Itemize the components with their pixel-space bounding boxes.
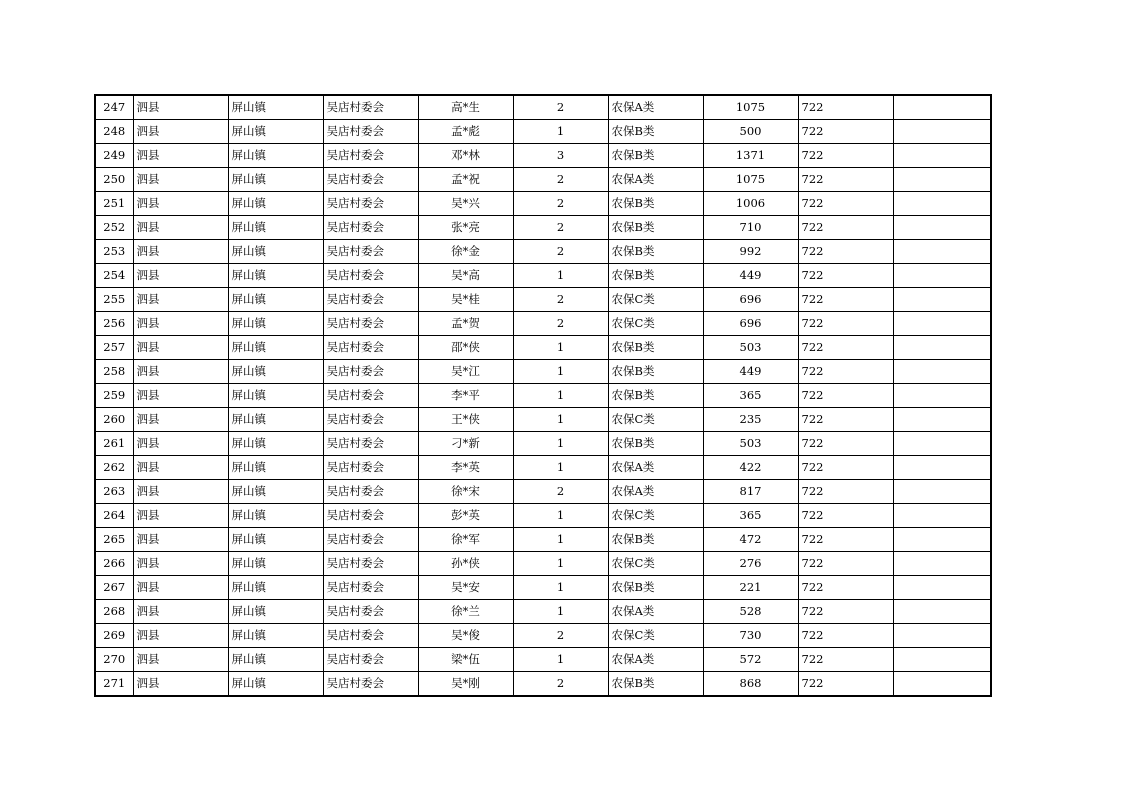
cell-row-number: 266 <box>95 552 133 576</box>
cell-amount: 528 <box>703 600 798 624</box>
cell-code: 722 <box>798 456 893 480</box>
cell-note <box>893 240 991 264</box>
cell-person-name: 李*英 <box>418 456 513 480</box>
cell-village: 吴店村委会 <box>323 480 418 504</box>
cell-town: 屏山镇 <box>228 504 323 528</box>
cell-amount: 1371 <box>703 144 798 168</box>
cell-person-name: 梁*伍 <box>418 648 513 672</box>
table-row <box>95 264 991 288</box>
cell-note <box>893 360 991 384</box>
cell-town: 屏山镇 <box>228 312 323 336</box>
cell-household-count: 1 <box>513 408 608 432</box>
cell-village: 吴店村委会 <box>323 384 418 408</box>
cell-amount: 503 <box>703 432 798 456</box>
cell-county: 泗县 <box>133 360 228 384</box>
cell-household-count: 2 <box>513 216 608 240</box>
cell-insurance-category: 农保C类 <box>608 504 703 528</box>
cell-person-name: 孙*侠 <box>418 552 513 576</box>
table-row <box>95 408 991 432</box>
cell-household-count: 1 <box>513 576 608 600</box>
cell-code: 722 <box>798 600 893 624</box>
cell-village: 吴店村委会 <box>323 600 418 624</box>
cell-code: 722 <box>798 192 893 216</box>
cell-insurance-category: 农保A类 <box>608 168 703 192</box>
cell-county: 泗县 <box>133 384 228 408</box>
cell-row-number: 256 <box>95 312 133 336</box>
cell-amount: 992 <box>703 240 798 264</box>
cell-village: 吴店村委会 <box>323 624 418 648</box>
cell-village: 吴店村委会 <box>323 648 418 672</box>
cell-household-count: 2 <box>513 624 608 648</box>
cell-person-name: 彭*英 <box>418 504 513 528</box>
table-row <box>95 336 991 360</box>
cell-amount: 1006 <box>703 192 798 216</box>
cell-town: 屏山镇 <box>228 120 323 144</box>
cell-row-number: 247 <box>95 95 133 120</box>
cell-person-name: 刁*新 <box>418 432 513 456</box>
cell-code: 722 <box>798 384 893 408</box>
cell-insurance-category: 农保B类 <box>608 384 703 408</box>
cell-code: 722 <box>798 168 893 192</box>
cell-county: 泗县 <box>133 168 228 192</box>
cell-town: 屏山镇 <box>228 168 323 192</box>
cell-household-count: 1 <box>513 504 608 528</box>
cell-town: 屏山镇 <box>228 360 323 384</box>
cell-county: 泗县 <box>133 216 228 240</box>
cell-code: 722 <box>798 672 893 697</box>
cell-code: 722 <box>798 240 893 264</box>
cell-household-count: 1 <box>513 336 608 360</box>
cell-insurance-category: 农保A类 <box>608 648 703 672</box>
cell-row-number: 268 <box>95 600 133 624</box>
cell-household-count: 1 <box>513 648 608 672</box>
cell-county: 泗县 <box>133 480 228 504</box>
cell-household-count: 2 <box>513 672 608 697</box>
cell-household-count: 2 <box>513 288 608 312</box>
cell-row-number: 271 <box>95 672 133 697</box>
cell-row-number: 258 <box>95 360 133 384</box>
cell-row-number: 262 <box>95 456 133 480</box>
cell-row-number: 255 <box>95 288 133 312</box>
cell-note <box>893 312 991 336</box>
cell-town: 屏山镇 <box>228 552 323 576</box>
cell-insurance-category: 农保B类 <box>608 120 703 144</box>
cell-code: 722 <box>798 312 893 336</box>
cell-household-count: 1 <box>513 384 608 408</box>
cell-note <box>893 192 991 216</box>
cell-note <box>893 528 991 552</box>
cell-amount: 696 <box>703 288 798 312</box>
cell-person-name: 吴*兴 <box>418 192 513 216</box>
cell-code: 722 <box>798 432 893 456</box>
cell-county: 泗县 <box>133 95 228 120</box>
cell-note <box>893 624 991 648</box>
cell-note <box>893 288 991 312</box>
cell-county: 泗县 <box>133 672 228 697</box>
cell-code: 722 <box>798 528 893 552</box>
cell-person-name: 吴*高 <box>418 264 513 288</box>
cell-household-count: 2 <box>513 240 608 264</box>
cell-person-name: 李*平 <box>418 384 513 408</box>
cell-note <box>893 576 991 600</box>
cell-note <box>893 264 991 288</box>
table-row <box>95 144 991 168</box>
cell-code: 722 <box>798 480 893 504</box>
cell-village: 吴店村委会 <box>323 120 418 144</box>
cell-note <box>893 552 991 576</box>
table-row <box>95 648 991 672</box>
cell-insurance-category: 农保C类 <box>608 624 703 648</box>
cell-insurance-category: 农保A类 <box>608 95 703 120</box>
cell-town: 屏山镇 <box>228 264 323 288</box>
cell-town: 屏山镇 <box>228 288 323 312</box>
table-row <box>95 624 991 648</box>
cell-insurance-category: 农保B类 <box>608 264 703 288</box>
cell-code: 722 <box>798 360 893 384</box>
cell-code: 722 <box>798 408 893 432</box>
cell-row-number: 254 <box>95 264 133 288</box>
cell-household-count: 1 <box>513 120 608 144</box>
cell-insurance-category: 农保B类 <box>608 432 703 456</box>
cell-note <box>893 648 991 672</box>
cell-town: 屏山镇 <box>228 600 323 624</box>
cell-insurance-category: 农保B类 <box>608 216 703 240</box>
cell-amount: 472 <box>703 528 798 552</box>
cell-amount: 572 <box>703 648 798 672</box>
cell-amount: 1075 <box>703 168 798 192</box>
cell-county: 泗县 <box>133 192 228 216</box>
cell-note <box>893 456 991 480</box>
cell-note <box>893 432 991 456</box>
cell-county: 泗县 <box>133 528 228 552</box>
cell-household-count: 1 <box>513 432 608 456</box>
cell-village: 吴店村委会 <box>323 144 418 168</box>
cell-household-count: 2 <box>513 95 608 120</box>
cell-amount: 422 <box>703 456 798 480</box>
table-body <box>95 95 991 696</box>
cell-village: 吴店村委会 <box>323 312 418 336</box>
cell-household-count: 2 <box>513 480 608 504</box>
cell-county: 泗县 <box>133 144 228 168</box>
cell-amount: 449 <box>703 264 798 288</box>
cell-household-count: 2 <box>513 312 608 336</box>
cell-row-number: 252 <box>95 216 133 240</box>
table-row <box>95 288 991 312</box>
cell-village: 吴店村委会 <box>323 504 418 528</box>
cell-row-number: 269 <box>95 624 133 648</box>
table-row <box>95 672 991 697</box>
cell-person-name: 张*亮 <box>418 216 513 240</box>
cell-row-number: 264 <box>95 504 133 528</box>
cell-county: 泗县 <box>133 408 228 432</box>
cell-note <box>893 95 991 120</box>
cell-code: 722 <box>798 504 893 528</box>
cell-code: 722 <box>798 120 893 144</box>
cell-town: 屏山镇 <box>228 432 323 456</box>
cell-code: 722 <box>798 216 893 240</box>
cell-town: 屏山镇 <box>228 456 323 480</box>
cell-person-name: 吴*桂 <box>418 288 513 312</box>
cell-amount: 710 <box>703 216 798 240</box>
cell-village: 吴店村委会 <box>323 95 418 120</box>
cell-amount: 276 <box>703 552 798 576</box>
cell-household-count: 1 <box>513 528 608 552</box>
cell-county: 泗县 <box>133 624 228 648</box>
cell-village: 吴店村委会 <box>323 192 418 216</box>
cell-village: 吴店村委会 <box>323 336 418 360</box>
cell-village: 吴店村委会 <box>323 672 418 697</box>
cell-note <box>893 672 991 697</box>
cell-row-number: 265 <box>95 528 133 552</box>
cell-county: 泗县 <box>133 648 228 672</box>
cell-household-count: 1 <box>513 600 608 624</box>
cell-person-name: 高*生 <box>418 95 513 120</box>
cell-person-name: 吴*刚 <box>418 672 513 697</box>
cell-village: 吴店村委会 <box>323 240 418 264</box>
cell-household-count: 2 <box>513 192 608 216</box>
cell-code: 722 <box>798 624 893 648</box>
table-row <box>95 192 991 216</box>
cell-town: 屏山镇 <box>228 408 323 432</box>
cell-village: 吴店村委会 <box>323 168 418 192</box>
table-row <box>95 95 991 120</box>
cell-code: 722 <box>798 288 893 312</box>
cell-insurance-category: 农保B类 <box>608 240 703 264</box>
cell-person-name: 徐*金 <box>418 240 513 264</box>
cell-amount: 817 <box>703 480 798 504</box>
cell-village: 吴店村委会 <box>323 216 418 240</box>
beneficiary-table <box>94 94 992 697</box>
cell-insurance-category: 农保B类 <box>608 528 703 552</box>
cell-county: 泗县 <box>133 312 228 336</box>
table-row <box>95 240 991 264</box>
cell-town: 屏山镇 <box>228 648 323 672</box>
cell-insurance-category: 农保A类 <box>608 456 703 480</box>
cell-county: 泗县 <box>133 504 228 528</box>
cell-county: 泗县 <box>133 240 228 264</box>
cell-insurance-category: 农保B类 <box>608 576 703 600</box>
cell-row-number: 267 <box>95 576 133 600</box>
cell-insurance-category: 农保B类 <box>608 672 703 697</box>
cell-person-name: 邓*林 <box>418 144 513 168</box>
cell-code: 722 <box>798 648 893 672</box>
cell-person-name: 吴*俊 <box>418 624 513 648</box>
cell-note <box>893 216 991 240</box>
cell-insurance-category: 农保B类 <box>608 336 703 360</box>
cell-code: 722 <box>798 552 893 576</box>
cell-village: 吴店村委会 <box>323 288 418 312</box>
cell-household-count: 1 <box>513 456 608 480</box>
table-row <box>95 168 991 192</box>
cell-amount: 221 <box>703 576 798 600</box>
cell-village: 吴店村委会 <box>323 264 418 288</box>
cell-note <box>893 408 991 432</box>
cell-code: 722 <box>798 144 893 168</box>
cell-insurance-category: 农保A类 <box>608 600 703 624</box>
cell-code: 722 <box>798 336 893 360</box>
cell-row-number: 260 <box>95 408 133 432</box>
cell-amount: 365 <box>703 384 798 408</box>
cell-county: 泗县 <box>133 552 228 576</box>
table-row <box>95 456 991 480</box>
cell-town: 屏山镇 <box>228 192 323 216</box>
cell-insurance-category: 农保C类 <box>608 288 703 312</box>
cell-insurance-category: 农保C类 <box>608 552 703 576</box>
cell-household-count: 1 <box>513 264 608 288</box>
cell-amount: 235 <box>703 408 798 432</box>
table-row <box>95 504 991 528</box>
cell-county: 泗县 <box>133 600 228 624</box>
cell-household-count: 3 <box>513 144 608 168</box>
cell-amount: 365 <box>703 504 798 528</box>
cell-village: 吴店村委会 <box>323 552 418 576</box>
cell-village: 吴店村委会 <box>323 360 418 384</box>
cell-person-name: 孟*贺 <box>418 312 513 336</box>
cell-town: 屏山镇 <box>228 216 323 240</box>
cell-person-name: 徐*宋 <box>418 480 513 504</box>
cell-town: 屏山镇 <box>228 576 323 600</box>
cell-county: 泗县 <box>133 432 228 456</box>
cell-note <box>893 600 991 624</box>
cell-county: 泗县 <box>133 456 228 480</box>
table-row <box>95 480 991 504</box>
cell-note <box>893 504 991 528</box>
table-row <box>95 576 991 600</box>
cell-row-number: 259 <box>95 384 133 408</box>
cell-household-count: 2 <box>513 168 608 192</box>
cell-insurance-category: 农保C类 <box>608 408 703 432</box>
table-row <box>95 432 991 456</box>
cell-village: 吴店村委会 <box>323 408 418 432</box>
cell-person-name: 徐*兰 <box>418 600 513 624</box>
cell-insurance-category: 农保B类 <box>608 144 703 168</box>
cell-person-name: 孟*祝 <box>418 168 513 192</box>
cell-row-number: 248 <box>95 120 133 144</box>
cell-note <box>893 384 991 408</box>
table-row <box>95 600 991 624</box>
cell-person-name: 王*侠 <box>418 408 513 432</box>
cell-household-count: 1 <box>513 360 608 384</box>
cell-town: 屏山镇 <box>228 672 323 697</box>
cell-amount: 449 <box>703 360 798 384</box>
table-row <box>95 528 991 552</box>
cell-row-number: 263 <box>95 480 133 504</box>
cell-insurance-category: 农保B类 <box>608 360 703 384</box>
cell-row-number: 261 <box>95 432 133 456</box>
cell-county: 泗县 <box>133 288 228 312</box>
cell-county: 泗县 <box>133 336 228 360</box>
table-row <box>95 312 991 336</box>
cell-town: 屏山镇 <box>228 624 323 648</box>
cell-person-name: 邵*侠 <box>418 336 513 360</box>
cell-insurance-category: 农保A类 <box>608 480 703 504</box>
cell-person-name: 吴*江 <box>418 360 513 384</box>
table-row <box>95 360 991 384</box>
cell-town: 屏山镇 <box>228 336 323 360</box>
cell-town: 屏山镇 <box>228 240 323 264</box>
cell-row-number: 249 <box>95 144 133 168</box>
table-row <box>95 552 991 576</box>
cell-village: 吴店村委会 <box>323 432 418 456</box>
table-row <box>95 216 991 240</box>
cell-note <box>893 168 991 192</box>
cell-town: 屏山镇 <box>228 528 323 552</box>
cell-code: 722 <box>798 95 893 120</box>
cell-row-number: 270 <box>95 648 133 672</box>
cell-person-name: 孟*彪 <box>418 120 513 144</box>
cell-note <box>893 336 991 360</box>
cell-row-number: 251 <box>95 192 133 216</box>
cell-note <box>893 144 991 168</box>
cell-county: 泗县 <box>133 264 228 288</box>
cell-insurance-category: 农保B类 <box>608 192 703 216</box>
cell-row-number: 253 <box>95 240 133 264</box>
table-row <box>95 384 991 408</box>
cell-row-number: 250 <box>95 168 133 192</box>
cell-amount: 868 <box>703 672 798 697</box>
cell-row-number: 257 <box>95 336 133 360</box>
cell-person-name: 徐*军 <box>418 528 513 552</box>
cell-village: 吴店村委会 <box>323 576 418 600</box>
cell-code: 722 <box>798 576 893 600</box>
cell-amount: 1075 <box>703 95 798 120</box>
cell-person-name: 吴*安 <box>418 576 513 600</box>
cell-village: 吴店村委会 <box>323 456 418 480</box>
cell-amount: 503 <box>703 336 798 360</box>
cell-amount: 730 <box>703 624 798 648</box>
cell-town: 屏山镇 <box>228 480 323 504</box>
cell-town: 屏山镇 <box>228 95 323 120</box>
table-row <box>95 120 991 144</box>
cell-insurance-category: 农保C类 <box>608 312 703 336</box>
cell-amount: 696 <box>703 312 798 336</box>
cell-town: 屏山镇 <box>228 144 323 168</box>
cell-code: 722 <box>798 264 893 288</box>
cell-village: 吴店村委会 <box>323 528 418 552</box>
cell-amount: 500 <box>703 120 798 144</box>
cell-county: 泗县 <box>133 120 228 144</box>
cell-household-count: 1 <box>513 552 608 576</box>
cell-note <box>893 480 991 504</box>
cell-town: 屏山镇 <box>228 384 323 408</box>
cell-note <box>893 120 991 144</box>
cell-county: 泗县 <box>133 576 228 600</box>
